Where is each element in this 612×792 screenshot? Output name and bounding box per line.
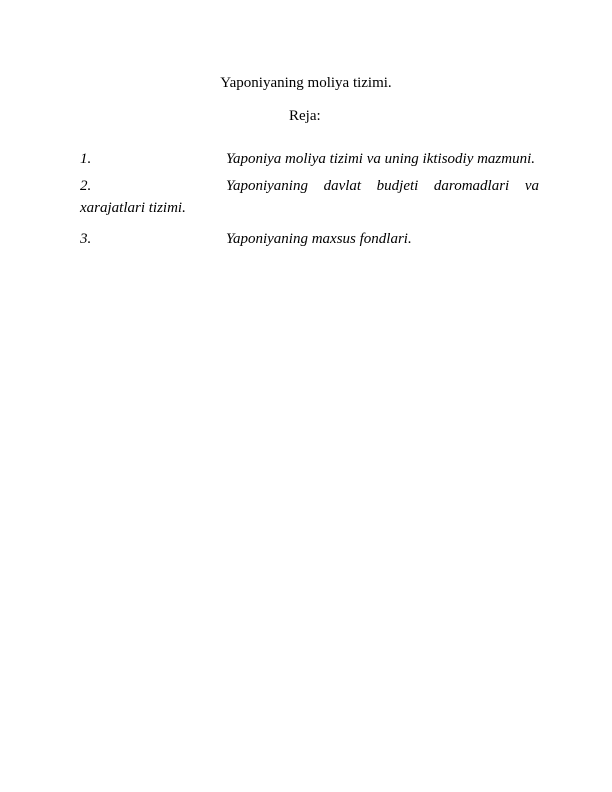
plan-item-2-continuation: xarajatlari tizimi.: [80, 200, 186, 216]
plan-heading: Reja:: [289, 108, 321, 124]
plan-item-word: daromadlari: [433, 178, 510, 194]
plan-item-text: Yaponiya moliya tizimi va uning iktisodiy mazmuni.: [226, 151, 536, 167]
document-title: Yaponiyaning moliya tizimi.: [220, 75, 392, 91]
plan-item-number: 2.: [80, 178, 92, 194]
plan-item-number: 1.: [80, 151, 92, 167]
plan-item-text: Yaponiyaning maxsus fondlari.: [226, 231, 412, 247]
plan-item-word: Yaponiyaning: [226, 178, 308, 194]
plan-item-number: 3.: [80, 231, 92, 247]
plan-item-word: va: [524, 178, 539, 194]
plan-item-word: budjeti: [376, 178, 419, 194]
plan-item-text: [226, 177, 539, 195]
plan-item-word: davlat: [323, 178, 362, 194]
